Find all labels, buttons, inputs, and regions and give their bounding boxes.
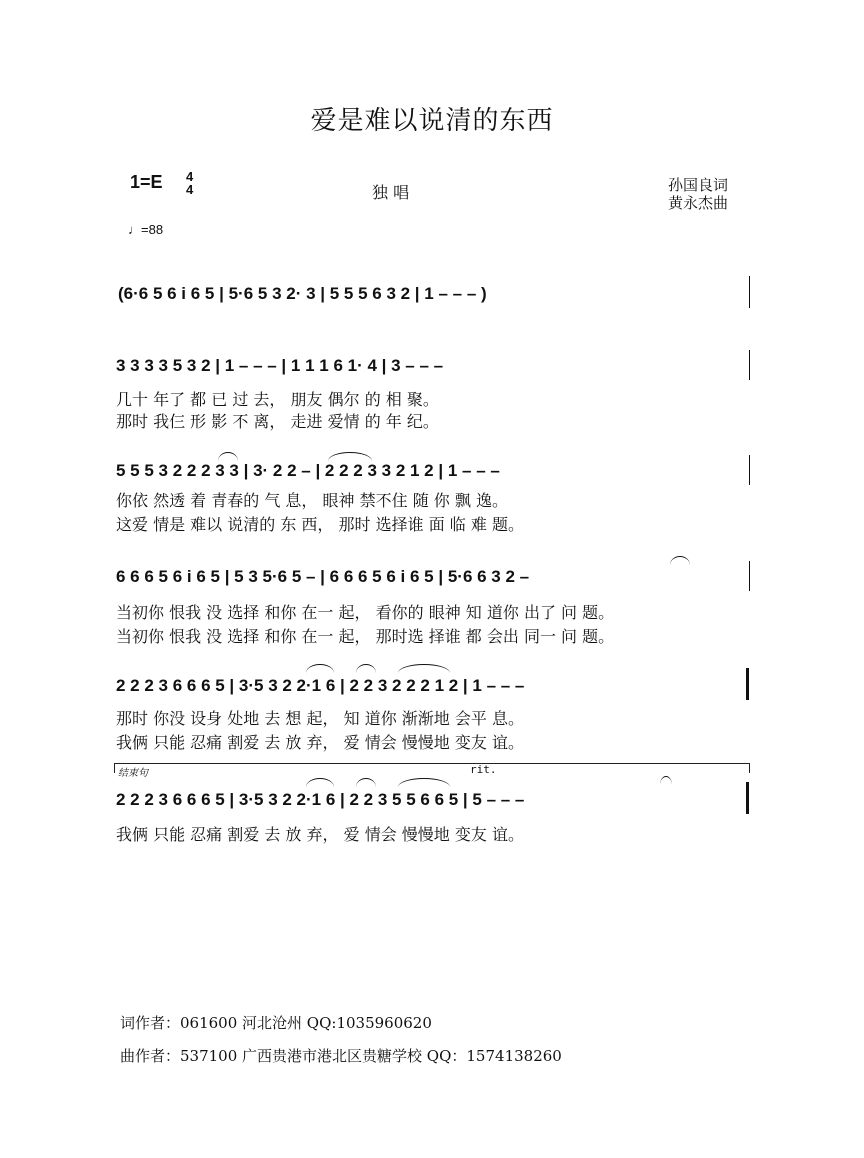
tie xyxy=(398,778,450,787)
lyric-line: 我俩 只能 忍痛 割爱 去 放 弃， 爱 情会 慢慢地 变友 谊。 xyxy=(116,733,524,752)
melody-line: (6·6 5 6 i 6 5 | 5·6 5 3 2· 3 | 5 5 5 6 3 2 | 1 – – – ) xyxy=(118,284,487,303)
lyric-line: 我俩 只能 忍痛 割爱 去 放 弃， 爱 情会 慢慢地 变友 谊。 xyxy=(116,825,524,844)
tie xyxy=(328,452,372,461)
lyricist-contact: 词作者：061600 河北沧州 QQ:1035960620 xyxy=(120,1014,432,1032)
lyric-line: 那时 我仨 形 影 不 离， 走进 爱情 的 年 纪。 xyxy=(116,412,439,431)
tie xyxy=(670,556,690,565)
performance-mode: 独 唱 xyxy=(372,183,410,202)
barline xyxy=(749,455,750,485)
barline xyxy=(749,350,750,380)
lyric-line: 当初你 恨我 没 选择 和你 在一 起， 看你的 眼神 知 道你 出了 问 题。 xyxy=(116,603,615,622)
tempo-marking: ♩=88 xyxy=(128,222,164,237)
barline xyxy=(749,561,750,591)
tie xyxy=(306,778,334,787)
tie xyxy=(356,664,376,673)
lyric-line: 当初你 恨我 没 选择 和你 在一 起， 那时选 择谁 都 会出 同一 问 题。 xyxy=(116,627,615,646)
tie xyxy=(356,778,376,787)
lyric-line: 那时 你没 设身 处地 去 想 起， 知 道你 渐渐地 会平 息。 xyxy=(116,709,524,728)
lyric-line: 这爱 情是 难以 说清的 东 西， 那时 选择谁 面 临 难 题。 xyxy=(116,515,524,534)
tie xyxy=(306,664,334,673)
coda-label: 结束句 xyxy=(118,768,148,779)
fermata xyxy=(660,776,672,785)
key-signature: 1=E xyxy=(130,172,163,192)
song-title: 爱是难以说清的东西 xyxy=(310,106,554,136)
barline xyxy=(749,276,750,308)
final-barline xyxy=(746,782,749,814)
lyric-line: 几十 年了 都 已 过 去， 朋友 偶尔 的 相 聚。 xyxy=(116,390,439,409)
melody-line: 2 2 2 3 6 6 6 5 | 3·5 3 2 2·1 6 | 2 2 3 2 2 2 1 2 | 1 – – – xyxy=(116,676,525,695)
composer-contact: 曲作者：537100 广西贵港市港北区贵糖学校 QQ：1574138260 xyxy=(120,1047,562,1065)
time-signature xyxy=(186,170,193,196)
lyric-line: 你依 然透 着 青春的 气 息， 眼神 禁不住 随 你 飘 逸。 xyxy=(116,491,508,510)
coda-bracket xyxy=(114,763,750,773)
melody-line: 3 3 3 3 5 3 2 | 1 – – – | 1 1 1 6 1· 4 | 3 – – – xyxy=(116,356,444,375)
time-signature-top: 4 xyxy=(186,169,194,184)
ritardando-marking: rit. xyxy=(470,763,497,776)
repeat-end-barline xyxy=(746,668,749,700)
composer-credit: 黄永杰曲 xyxy=(668,194,729,212)
tie xyxy=(398,664,450,673)
melody-line: 6 6 6 5 6 i 6 5 | 5 3 5·6 5 – | 6 6 6 5 6 i 6 5 | 5·6 6 3 2 – xyxy=(116,567,530,586)
tie xyxy=(218,452,238,461)
time-signature-bottom: 4 xyxy=(186,182,194,197)
melody-line: 2 2 2 3 6 6 6 5 | 3·5 3 2 2·1 6 | 2 2 3 5 5 6 6 5 | 5 – – – xyxy=(116,790,525,809)
melody-line: 5 5 5 3 2 2 2 3 3 | 3· 2 2 – | 2 2 2 3 3 2 1 2 | 1 – – – xyxy=(116,461,500,480)
lyricist-credit: 孙国良词 xyxy=(668,176,729,194)
